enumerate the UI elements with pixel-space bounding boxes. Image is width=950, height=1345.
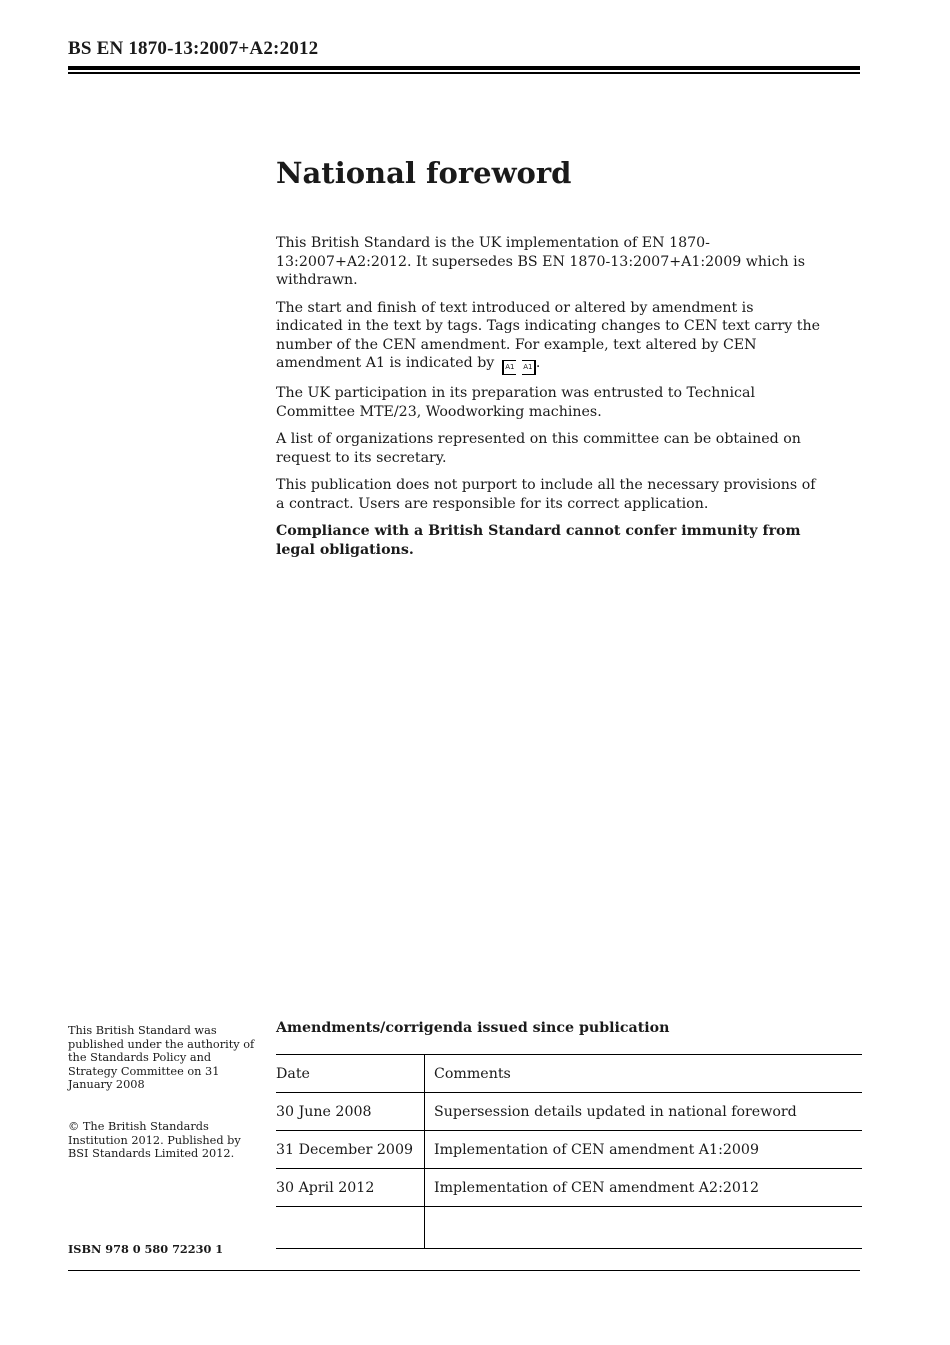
isbn: ISBN 978 0 580 72230 1 xyxy=(68,1242,224,1256)
amendment-tag-open-icon: A1 xyxy=(502,360,516,375)
table-row xyxy=(276,1093,862,1131)
table-row xyxy=(276,1131,862,1169)
amendment-tags-end: . xyxy=(535,355,541,371)
column-header-date: Date xyxy=(276,1055,425,1093)
paragraph-organizations: A list of organizations represented on this committee can be obtained on request to its secretary. xyxy=(276,431,801,466)
header-rule-thick xyxy=(68,66,860,70)
table-row xyxy=(276,1169,862,1207)
row-comment: Implementation of CEN amendment A2:2012 xyxy=(425,1169,863,1207)
table-header-row xyxy=(276,1055,862,1093)
row-date: 30 April 2012 xyxy=(276,1169,425,1207)
column-header-comments: Comments xyxy=(425,1055,863,1093)
page-title: National foreword xyxy=(276,156,572,190)
copyright-note: © The British Standards Institution 2012. Published by BSI Standards Limited 2012. xyxy=(68,1120,241,1161)
amendments-table xyxy=(276,1054,862,1249)
row-comment: Implementation of CEN amendment A1:2009 xyxy=(425,1131,863,1169)
row-comment: Supersession details updated in national foreword xyxy=(425,1093,863,1131)
foreword-body xyxy=(276,234,824,568)
publication-authority-note: This British Standard was published under the authority of the Standards Policy and Strategy Committee on 31 January 2008 xyxy=(68,1024,255,1092)
row-date: 31 December 2009 xyxy=(276,1131,425,1169)
row-comment-empty xyxy=(425,1207,863,1249)
document-id-header: BS EN 1870-13:2007+A2:2012 xyxy=(68,38,319,59)
table-row-empty xyxy=(276,1207,862,1249)
paragraph-contract: This publication does not purport to include all the necessary provisions of a contract. Users are responsible for its correct application. xyxy=(276,477,816,512)
footer-rule xyxy=(68,1270,860,1271)
amendment-tags-text: The start and finish of text introduced or altered by amendment is indicated in the text by tags. Tags indicating changes to CEN text carry the number of the CEN amendment. For example, text altered by CEN amendment A1 is indicated by xyxy=(276,299,821,371)
row-date: 30 June 2008 xyxy=(276,1093,425,1131)
paragraph-compliance: Compliance with a British Standard cannot confer immunity from legal obligations. xyxy=(276,523,801,558)
header-rule-thin xyxy=(68,72,860,74)
amendment-tag-close-icon: A1 xyxy=(522,360,536,375)
paragraph-amendment-tags xyxy=(276,299,824,376)
row-date-empty xyxy=(276,1207,425,1249)
paragraph-committee: The UK participation in its preparation was entrusted to Technical Committee MTE/23, Woodworking machines. xyxy=(276,385,755,420)
amendments-heading: Amendments/corrigenda issued since publication xyxy=(276,1020,670,1036)
paragraph-implementation: This British Standard is the UK implementation of EN 1870-13:2007+A2:2012. It supersedes BS EN 1870-13:2007+A1:2009 which is withdrawn. xyxy=(276,235,806,288)
